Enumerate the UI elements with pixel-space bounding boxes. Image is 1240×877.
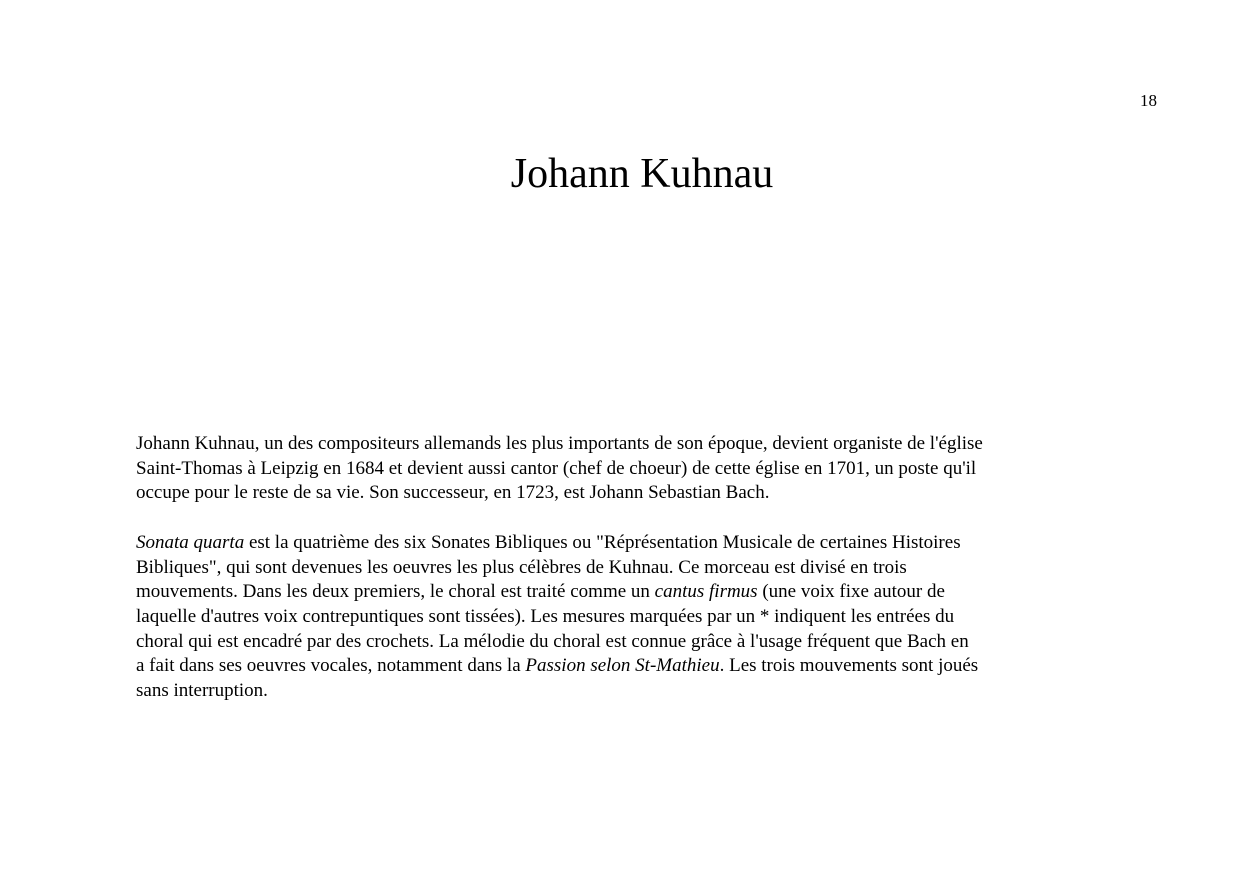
text-fragment: est la quatrième des six Sonates Bibliques ou "Réprésentation Musicale de certaines Histoires <box>244 531 961 553</box>
text-fragment: a fait dans ses oeuvres vocales, notamment dans la <box>136 655 526 677</box>
text-fragment: mouvements. Dans les deux premiers, le choral est traité comme un <box>136 581 655 603</box>
paragraph-biography <box>136 432 1096 506</box>
text-line: Bibliques", qui sont devenues les oeuvres les plus célèbres de Kuhnau. Ce morceau est divisé en trois <box>136 556 907 578</box>
text-line: Saint-Thomas à Leipzig en 1684 et devient aussi cantor (chef de choeur) de cette église en 1701, un poste qu'il <box>136 457 977 479</box>
text-line: laquelle d'autres voix contrepuntiques sont tissées). Les mesures marquées par un * indiquent les entrées du <box>136 605 955 627</box>
italic-term: Passion selon St-Mathieu <box>525 655 720 677</box>
text-fragment: . Les trois mouvements sont joués <box>719 655 979 677</box>
italic-term: cantus firmus <box>654 581 758 603</box>
body-text <box>136 432 1096 728</box>
text-line: Johann Kuhnau, un des compositeurs allemands les plus importants de son époque, devient organiste de l'église <box>136 433 983 454</box>
page-number: 18 <box>1140 91 1157 110</box>
text-line: choral qui est encadré par des crochets. La mélodie du choral est connue grâce à l'usage fréquent que Bach en <box>136 630 969 652</box>
text-line: occupe pour le reste de sa vie. Son successeur, en 1723, est Johann Sebastian Bach. <box>136 482 770 504</box>
italic-term: Sonata quarta <box>136 531 245 553</box>
paragraph-sonata <box>136 531 1096 704</box>
text-fragment: (une voix fixe autour de <box>757 581 945 603</box>
text-line: sans interruption. <box>136 680 268 702</box>
page-title: Johann Kuhnau <box>510 151 774 197</box>
